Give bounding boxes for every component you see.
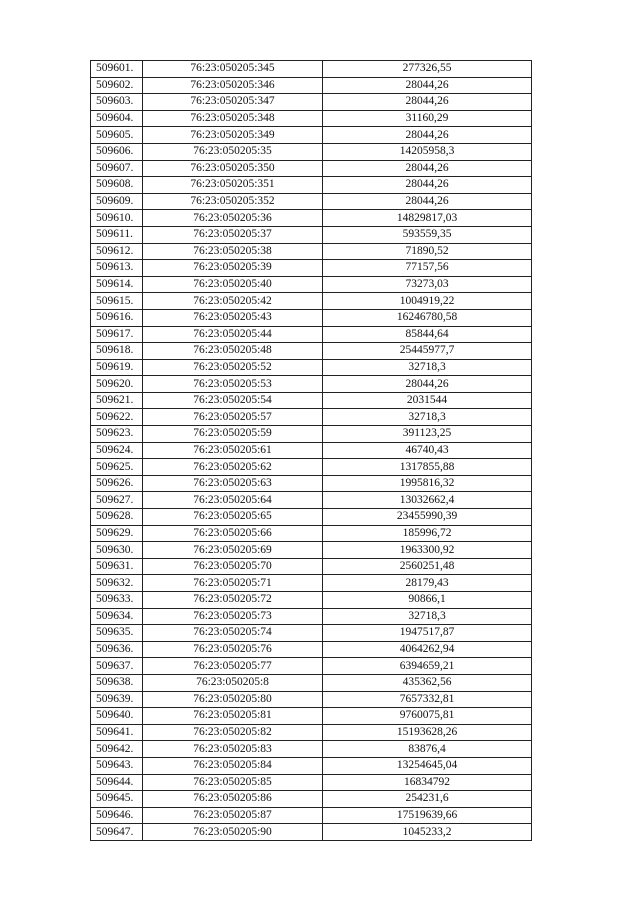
row-number-cell: 509643. <box>91 757 143 774</box>
cadastral-value-cell: 15193628,26 <box>323 724 532 741</box>
cadastral-number-cell: 76:23:050205:348 <box>143 110 323 127</box>
cadastral-value-cell: 32718,3 <box>323 359 532 376</box>
cadastral-number-cell: 76:23:050205:350 <box>143 160 323 177</box>
table-row <box>91 359 532 376</box>
table-row <box>91 691 532 708</box>
row-number-cell: 509638. <box>91 674 143 691</box>
table-row <box>91 674 532 691</box>
row-number-cell: 509639. <box>91 691 143 708</box>
table-row <box>91 475 532 492</box>
table-row <box>91 326 532 343</box>
cadastral-number-cell: 76:23:050205:80 <box>143 691 323 708</box>
cadastral-value-cell: 2560251,48 <box>323 558 532 575</box>
cadastral-number-cell: 76:23:050205:65 <box>143 509 323 526</box>
cadastral-number-cell: 76:23:050205:43 <box>143 309 323 326</box>
cadastral-number-cell: 76:23:050205:40 <box>143 276 323 293</box>
cadastral-value-cell: 46740,43 <box>323 442 532 459</box>
table-row <box>91 558 532 575</box>
table-row <box>91 459 532 476</box>
table-row <box>91 608 532 625</box>
table-row <box>91 177 532 194</box>
table-row <box>91 708 532 725</box>
cadastral-number-cell: 76:23:050205:77 <box>143 658 323 675</box>
table-body <box>91 61 532 841</box>
table-row <box>91 426 532 443</box>
table-row <box>91 409 532 426</box>
table-row <box>91 226 532 243</box>
row-number-cell: 509645. <box>91 791 143 808</box>
cadastral-number-cell: 76:23:050205:347 <box>143 94 323 111</box>
cadastral-value-cell: 28044,26 <box>323 160 532 177</box>
row-number-cell: 509623. <box>91 426 143 443</box>
table-row <box>91 392 532 409</box>
table-row <box>91 94 532 111</box>
cadastral-number-cell: 76:23:050205:70 <box>143 558 323 575</box>
cadastral-number-cell: 76:23:050205:37 <box>143 226 323 243</box>
cadastral-value-cell: 28179,43 <box>323 575 532 592</box>
row-number-cell: 509635. <box>91 625 143 642</box>
row-number-cell: 509602. <box>91 77 143 94</box>
cadastral-number-cell: 76:23:050205:81 <box>143 708 323 725</box>
cadastral-number-cell: 76:23:050205:73 <box>143 608 323 625</box>
row-number-cell: 509606. <box>91 143 143 160</box>
cadastral-value-cell: 28044,26 <box>323 94 532 111</box>
table-row <box>91 641 532 658</box>
cadastral-number-cell: 76:23:050205:48 <box>143 343 323 360</box>
cadastral-value-cell: 13032662,4 <box>323 492 532 509</box>
table-row <box>91 442 532 459</box>
table-row <box>91 658 532 675</box>
table-row <box>91 143 532 160</box>
cadastral-value-cell: 17519639,66 <box>323 807 532 824</box>
cadastral-number-cell: 76:23:050205:74 <box>143 625 323 642</box>
cadastral-number-cell: 76:23:050205:54 <box>143 392 323 409</box>
table-row <box>91 193 532 210</box>
row-number-cell: 509614. <box>91 276 143 293</box>
cadastral-number-cell: 76:23:050205:53 <box>143 376 323 393</box>
cadastral-value-cell: 1045233,2 <box>323 824 532 841</box>
table-row <box>91 575 532 592</box>
table-row <box>91 625 532 642</box>
cadastral-number-cell: 76:23:050205:72 <box>143 592 323 609</box>
row-number-cell: 509605. <box>91 127 143 144</box>
row-number-cell: 509625. <box>91 459 143 476</box>
cadastral-value-cell: 2031544 <box>323 392 532 409</box>
cadastral-number-cell: 76:23:050205:83 <box>143 741 323 758</box>
row-number-cell: 509647. <box>91 824 143 841</box>
row-number-cell: 509626. <box>91 475 143 492</box>
cadastral-value-cell: 28044,26 <box>323 376 532 393</box>
cadastral-value-cell: 14829817,03 <box>323 210 532 227</box>
cadastral-number-cell: 76:23:050205:90 <box>143 824 323 841</box>
table-row <box>91 592 532 609</box>
row-number-cell: 509607. <box>91 160 143 177</box>
cadastral-number-cell: 76:23:050205:38 <box>143 243 323 260</box>
cadastral-value-cell: 23455990,39 <box>323 509 532 526</box>
table-row <box>91 260 532 277</box>
cadastral-number-cell: 76:23:050205:39 <box>143 260 323 277</box>
table-row <box>91 77 532 94</box>
cadastral-value-cell: 90866,1 <box>323 592 532 609</box>
cadastral-value-cell: 28044,26 <box>323 127 532 144</box>
cadastral-number-cell: 76:23:050205:35 <box>143 143 323 160</box>
cadastral-value-cell: 4064262,94 <box>323 641 532 658</box>
cadastral-number-cell: 76:23:050205:8 <box>143 674 323 691</box>
row-number-cell: 509608. <box>91 177 143 194</box>
cadastral-value-cell: 16246780,58 <box>323 309 532 326</box>
cadastral-value-cell: 185996,72 <box>323 525 532 542</box>
table-row <box>91 525 532 542</box>
cadastral-value-cell: 25445977,7 <box>323 343 532 360</box>
cadastral-value-cell: 7657332,81 <box>323 691 532 708</box>
row-number-cell: 509640. <box>91 708 143 725</box>
row-number-cell: 509615. <box>91 293 143 310</box>
cadastral-value-cell: 32718,3 <box>323 608 532 625</box>
cadastral-value-cell: 16834792 <box>323 774 532 791</box>
row-number-cell: 509609. <box>91 193 143 210</box>
cadastral-value-cell: 14205958,3 <box>323 143 532 160</box>
table-row <box>91 210 532 227</box>
row-number-cell: 509637. <box>91 658 143 675</box>
cadastral-number-cell: 76:23:050205:36 <box>143 210 323 227</box>
cadastral-number-cell: 76:23:050205:76 <box>143 641 323 658</box>
cadastral-value-table <box>90 60 532 841</box>
row-number-cell: 509611. <box>91 226 143 243</box>
row-number-cell: 509641. <box>91 724 143 741</box>
table-row <box>91 757 532 774</box>
cadastral-value-cell: 77157,56 <box>323 260 532 277</box>
cadastral-value-cell: 83876,4 <box>323 741 532 758</box>
table-row <box>91 309 532 326</box>
row-number-cell: 509604. <box>91 110 143 127</box>
table-row <box>91 492 532 509</box>
table-row <box>91 509 532 526</box>
cadastral-value-cell: 1317855,88 <box>323 459 532 476</box>
table-row <box>91 741 532 758</box>
cadastral-number-cell: 76:23:050205:87 <box>143 807 323 824</box>
cadastral-value-cell: 28044,26 <box>323 193 532 210</box>
cadastral-number-cell: 76:23:050205:85 <box>143 774 323 791</box>
cadastral-value-cell: 71890,52 <box>323 243 532 260</box>
row-number-cell: 509631. <box>91 558 143 575</box>
row-number-cell: 509617. <box>91 326 143 343</box>
row-number-cell: 509644. <box>91 774 143 791</box>
table-row <box>91 343 532 360</box>
row-number-cell: 509624. <box>91 442 143 459</box>
row-number-cell: 509620. <box>91 376 143 393</box>
table-row <box>91 293 532 310</box>
row-number-cell: 509627. <box>91 492 143 509</box>
cadastral-number-cell: 76:23:050205:66 <box>143 525 323 542</box>
row-number-cell: 509636. <box>91 641 143 658</box>
cadastral-value-cell: 31160,29 <box>323 110 532 127</box>
cadastral-value-cell: 1004919,22 <box>323 293 532 310</box>
cadastral-number-cell: 76:23:050205:69 <box>143 542 323 559</box>
table-row <box>91 61 532 78</box>
cadastral-number-cell: 76:23:050205:62 <box>143 459 323 476</box>
cadastral-number-cell: 76:23:050205:84 <box>143 757 323 774</box>
row-number-cell: 509630. <box>91 542 143 559</box>
row-number-cell: 509642. <box>91 741 143 758</box>
cadastral-value-cell: 28044,26 <box>323 177 532 194</box>
cadastral-value-cell: 435362,56 <box>323 674 532 691</box>
cadastral-value-cell: 1947517,87 <box>323 625 532 642</box>
table-row <box>91 724 532 741</box>
cadastral-value-cell: 6394659,21 <box>323 658 532 675</box>
cadastral-value-cell: 28044,26 <box>323 77 532 94</box>
row-number-cell: 509622. <box>91 409 143 426</box>
cadastral-value-cell: 73273,03 <box>323 276 532 293</box>
cadastral-value-cell: 254231,6 <box>323 791 532 808</box>
table-row <box>91 160 532 177</box>
row-number-cell: 509613. <box>91 260 143 277</box>
row-number-cell: 509629. <box>91 525 143 542</box>
cadastral-value-cell: 277326,55 <box>323 61 532 78</box>
row-number-cell: 509619. <box>91 359 143 376</box>
table-row <box>91 276 532 293</box>
table-row <box>91 542 532 559</box>
cadastral-value-cell: 9760075,81 <box>323 708 532 725</box>
cadastral-value-cell: 85844,64 <box>323 326 532 343</box>
table-row <box>91 110 532 127</box>
row-number-cell: 509646. <box>91 807 143 824</box>
row-number-cell: 509628. <box>91 509 143 526</box>
cadastral-number-cell: 76:23:050205:86 <box>143 791 323 808</box>
cadastral-number-cell: 76:23:050205:57 <box>143 409 323 426</box>
row-number-cell: 509610. <box>91 210 143 227</box>
cadastral-number-cell: 76:23:050205:64 <box>143 492 323 509</box>
row-number-cell: 509618. <box>91 343 143 360</box>
cadastral-value-cell: 391123,25 <box>323 426 532 443</box>
cadastral-number-cell: 76:23:050205:59 <box>143 426 323 443</box>
cadastral-number-cell: 76:23:050205:349 <box>143 127 323 144</box>
cadastral-number-cell: 76:23:050205:352 <box>143 193 323 210</box>
cadastral-number-cell: 76:23:050205:346 <box>143 77 323 94</box>
row-number-cell: 509621. <box>91 392 143 409</box>
cadastral-number-cell: 76:23:050205:63 <box>143 475 323 492</box>
cadastral-number-cell: 76:23:050205:71 <box>143 575 323 592</box>
table-row <box>91 376 532 393</box>
cadastral-number-cell: 76:23:050205:44 <box>143 326 323 343</box>
cadastral-value-cell: 593559,35 <box>323 226 532 243</box>
row-number-cell: 509616. <box>91 309 143 326</box>
cadastral-value-cell: 13254645,04 <box>323 757 532 774</box>
cadastral-value-cell: 1963300,92 <box>323 542 532 559</box>
cadastral-number-cell: 76:23:050205:61 <box>143 442 323 459</box>
row-number-cell: 509601. <box>91 61 143 78</box>
table-row <box>91 807 532 824</box>
table-row <box>91 243 532 260</box>
cadastral-number-cell: 76:23:050205:42 <box>143 293 323 310</box>
row-number-cell: 509632. <box>91 575 143 592</box>
cadastral-value-cell: 1995816,32 <box>323 475 532 492</box>
cadastral-number-cell: 76:23:050205:351 <box>143 177 323 194</box>
table-row <box>91 824 532 841</box>
table-row <box>91 774 532 791</box>
row-number-cell: 509612. <box>91 243 143 260</box>
table-row <box>91 127 532 144</box>
row-number-cell: 509633. <box>91 592 143 609</box>
cadastral-value-cell: 32718,3 <box>323 409 532 426</box>
cadastral-number-cell: 76:23:050205:52 <box>143 359 323 376</box>
cadastral-number-cell: 76:23:050205:345 <box>143 61 323 78</box>
row-number-cell: 509603. <box>91 94 143 111</box>
row-number-cell: 509634. <box>91 608 143 625</box>
cadastral-number-cell: 76:23:050205:82 <box>143 724 323 741</box>
table-row <box>91 791 532 808</box>
